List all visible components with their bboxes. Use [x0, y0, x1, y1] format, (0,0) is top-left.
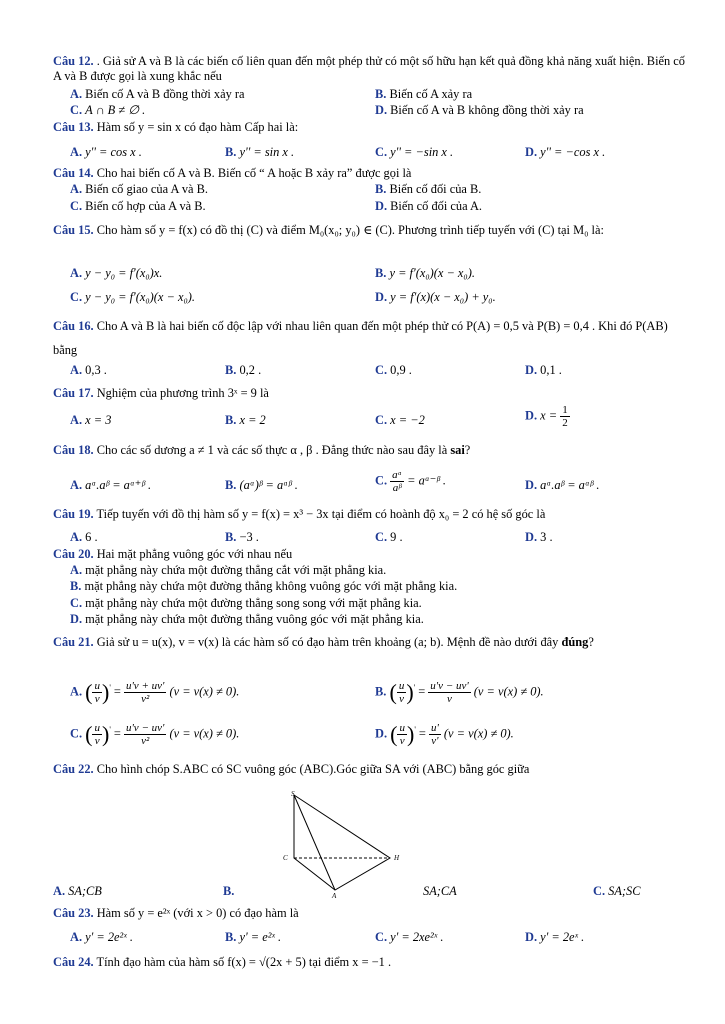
options-row	[70, 469, 700, 508]
option-label: D.	[525, 145, 538, 159]
question-label: Câu 24.	[53, 955, 94, 969]
question-text: Hàm số y = e²ˣ (với x > 0) có đạo hàm là	[96, 906, 299, 920]
question-text: Cho A và B là hai biến cố độc lập với nhau liên quan đến một phép thử có P(A) = 0,5 và P(B) = 0,4 . Khi đó P(AB) bằng	[53, 319, 668, 357]
fraction: $\frac{\text{aᵅ}}{\text{aᵝ}}$	[392, 469, 403, 494]
lhs-fraction: $\frac{u}{v}$	[94, 680, 100, 705]
option-c: SA;SC	[608, 884, 641, 898]
option-d: $\frac{u'}{v'}$	[430, 722, 439, 747]
question-24	[53, 955, 693, 970]
option-label: C.	[375, 473, 388, 488]
option-c: y − y₀ = f′(x₀)(x − x₀).	[85, 290, 196, 304]
option-b: x = 2	[239, 413, 266, 427]
question-text: Cho hai biến cố A và B. Biến cố “ A hoặc B xảy ra” được gọi là	[96, 166, 412, 180]
option-c: 9 .	[390, 530, 403, 544]
option-d-row: D. mặt phẳng này chứa một đường thẳng vuông góc với mặt phẳng kia.	[70, 612, 424, 626]
option-a: aᵅ.aᵝ = aᵅ⁺ᵝ .	[85, 478, 152, 492]
option-label: D.	[375, 290, 388, 304]
option-label: C.	[375, 145, 388, 159]
option-d: y'' = −cos x .	[540, 145, 606, 159]
option-a-row: A. mặt phẳng này chứa một đường thẳng cắt với mặt phẳng kia.	[70, 563, 387, 577]
pyramid-figure	[280, 790, 410, 898]
question-label: Câu 12.	[53, 54, 94, 68]
option-d: aᵅ.aᵝ = aᵅᵝ .	[540, 478, 600, 492]
option-label: B.	[225, 363, 237, 377]
option-label: A.	[70, 413, 83, 427]
question-label: Câu 14.	[53, 166, 94, 180]
options-row: A. ( $\frac{u}{v}$ )' = $\frac{u'v + uv'}{\text{v²}}$ (v = v(x) ≠ 0). B. ( $\frac{u}{v}$ )' = $\frac{u'v - uv'}{v}$ (v = v(x) ≠ 0).	[70, 679, 544, 705]
question-13	[53, 120, 693, 135]
option-c-row: C. mặt phẳng này chứa một đường thẳng song song với mặt phẳng kia.	[70, 596, 422, 610]
option-b: y'' = sin x .	[239, 145, 295, 159]
option-label: A.	[70, 478, 83, 492]
question-22	[53, 762, 693, 777]
question-21: Câu 21. Giả sử u = u(x), v = v(x) là các hàm số có đạo hàm trên khoảng (a; b). Mệnh đề nào dưới đây đúng?	[53, 635, 594, 649]
lhs-fraction: $\frac{u}{v}$	[399, 722, 405, 747]
question-label: Câu 18.	[53, 443, 94, 457]
option-label: B.	[225, 478, 237, 492]
question-label: Câu 16.	[53, 319, 94, 333]
question-23	[53, 906, 693, 921]
option-d: y' = 2eˣ .	[540, 930, 585, 944]
vertex-a-label: A	[332, 892, 337, 898]
option-b: SA;CA	[423, 884, 457, 898]
option-label: D.	[375, 103, 388, 117]
option-label: C.	[70, 290, 83, 304]
option-label: C.	[70, 199, 83, 213]
options-row: A. SA;CB B. SA;CA C. SA;SC	[53, 884, 641, 898]
option-label: B.	[375, 182, 387, 196]
option-label: C.	[375, 413, 388, 427]
option-label: B.	[375, 87, 387, 101]
question-label: Câu 23.	[53, 906, 94, 920]
options-row	[70, 87, 700, 103]
question-text: Giả sử u = u(x), v = v(x) là các hàm số có đạo hàm trên khoảng (a; b). Mệnh đề nào dưới đây	[96, 635, 559, 649]
option-label: D.	[525, 530, 538, 544]
question-19	[53, 507, 693, 522]
option-c: y'' = −sin x .	[390, 145, 454, 159]
option-a: y'' = cos x .	[85, 145, 142, 159]
question-text: . Giả sử A và B là các biến cố liên quan đến một phép thử có một số hữu hạn kết quả đồng khả năng xuất hiện. Biến cố A và B được gọi là xung khắc nếu	[53, 54, 685, 83]
option-a: 6 .	[85, 530, 98, 544]
pyramid-edges	[294, 795, 390, 890]
question-15	[53, 219, 693, 241]
options-row	[70, 199, 700, 215]
option-b: Biến cố đối của B.	[389, 182, 482, 196]
option-label: B.	[225, 145, 237, 159]
vertex-s-label: S	[291, 790, 295, 798]
option-b: (aᵅ)ᵝ = aᵅᵝ .	[239, 478, 298, 492]
option-b: Biến cố A xảy ra	[389, 87, 473, 101]
option-a: Biến cố giao của A và B.	[85, 182, 209, 196]
option-c: A ∩ B ≠ ∅ .	[85, 103, 146, 117]
option-c: = aᵅ⁻ᵝ .	[407, 473, 447, 488]
question-label: Câu 21.	[53, 635, 94, 649]
option-d: 3 .	[540, 530, 553, 544]
option-label: D.	[375, 199, 388, 213]
question-text: Cho hàm số y = f(x) có đồ thị (C) và điểm M₀(x₀; y₀) ∈ (C). Phương trình tiếp tuyến với (C) tại M₀ là:	[96, 223, 604, 237]
option-label: C.	[375, 530, 388, 544]
options-row	[70, 363, 700, 379]
lhs-fraction: $\frac{u}{v}$	[398, 680, 405, 705]
option-c: Biến cố hợp của A và B.	[85, 199, 206, 213]
option-label: D.	[525, 408, 538, 423]
option-label: C.	[70, 103, 83, 117]
option-d: Biến cố A và B không đồng thời xảy ra	[390, 103, 584, 117]
question-label: Câu 13.	[53, 120, 94, 134]
options-row: C. ( $\frac{u}{v}$ )' = $\frac{u'v - uv'}{\text{v²}}$ (v = v(x) ≠ 0). D. ( $\frac{u}{v}$ )' = $\frac{u'}{v'}$ (v = v(x) ≠ 0).	[70, 721, 514, 747]
option-b: −3 .	[239, 530, 259, 544]
question-text: Tiếp tuyến với đồ thị hàm số y = f(x) = x³ − 3x tại điểm có hoành độ x₀ = 2 có hệ số góc là	[96, 507, 546, 521]
option-d: mặt phẳng này chứa một đường thẳng vuông góc với mặt phẳng kia.	[85, 612, 424, 626]
option-label: B.	[225, 530, 237, 544]
question-label: Câu 22.	[53, 762, 94, 776]
options-row	[70, 404, 700, 443]
question-emphasis: sai	[450, 443, 465, 457]
option-a: y' = 2e²ˣ .	[85, 930, 133, 944]
option-a: $\frac{u'v + uv'}{\text{v²}}$	[125, 680, 165, 705]
option-c: y' = 2xe²ˣ .	[390, 930, 444, 944]
edge-sa	[294, 795, 335, 890]
question-text: Cho hình chóp S.ABC có SC vuông góc (ABC).Góc giữa SA với (ABC) bằng góc giữa	[96, 762, 530, 776]
lhs-fraction: $\frac{u}{v}$	[94, 722, 100, 747]
question-label: Câu 17.	[53, 386, 94, 400]
question-text: Tính đạo hàm của hàm số f(x) = √(2x + 5) tại điểm x = −1 .	[96, 955, 392, 969]
options-row	[70, 145, 700, 161]
option-d: x =	[540, 408, 558, 423]
option-b-row: B. mặt phẳng này chứa một đường thẳng không vuông góc với mặt phẳng kia.	[70, 579, 458, 593]
option-d: y = f′(x)(x − x₀) + y₀.	[390, 290, 496, 304]
options-row	[70, 182, 700, 198]
option-label: D.	[525, 363, 538, 377]
option-a: y − y₀ = f′(x₀)x.	[85, 266, 163, 280]
option-b: $\frac{u'v - uv'}{v}$	[430, 680, 469, 705]
question-label: Câu 19.	[53, 507, 94, 521]
option-label: A.	[70, 182, 83, 196]
option-b: 0,2 .	[239, 363, 262, 377]
option-label: C.	[375, 363, 388, 377]
option-label: B.	[375, 266, 387, 280]
option-a: 0,3 .	[85, 363, 107, 377]
options-row	[70, 530, 700, 546]
option-b: mặt phẳng này chứa một đường thẳng không vuông góc với mặt phẳng kia.	[84, 579, 458, 593]
option-label: B.	[225, 413, 237, 427]
options-row	[70, 266, 700, 282]
option-label: A.	[70, 266, 83, 280]
options-row	[70, 103, 700, 119]
fraction: $\frac{1}{2}$	[562, 404, 568, 429]
options-row: A. y' = 2e²ˣ . B. y' = e²ˣ . C. y' = 2xe²ˣ . D. y' = 2eˣ .	[70, 930, 585, 944]
option-c: mặt phẳng này chứa một đường thẳng song song với mặt phẳng kia.	[85, 596, 422, 610]
question-label: Câu 20.	[53, 547, 94, 561]
question-20	[53, 547, 693, 562]
question-text: Hai mặt phẳng vuông góc với nhau nếu	[96, 547, 293, 561]
option-a: SA;CB	[68, 884, 102, 898]
question-text: Hàm số y = sin x có đạo hàm Cấp hai là:	[96, 120, 299, 134]
question-text: Nghiệm của phương trình 3ˣ = 9 là	[96, 386, 269, 400]
question-17	[53, 386, 693, 401]
option-a: x = 3	[85, 413, 112, 427]
question-14	[53, 166, 693, 181]
option-c: x = −2	[390, 413, 425, 427]
option-label: A.	[70, 145, 83, 159]
question-emphasis: đúng	[561, 635, 589, 649]
question-text: Cho các số dương a ≠ 1 và các số thực α , β . Đẳng thức nào sau đây là	[96, 443, 448, 457]
option-c: 0,9 .	[390, 363, 412, 377]
option-label: D.	[525, 478, 538, 492]
option-a: mặt phẳng này chứa một đường thẳng cắt với mặt phẳng kia.	[85, 563, 387, 577]
options-row	[70, 290, 700, 306]
option-a: Biến cố A và B đồng thời xảy ra	[85, 87, 245, 101]
question-16	[53, 314, 693, 362]
option-label: A.	[70, 363, 83, 377]
option-label: A.	[70, 87, 83, 101]
option-c: $\frac{u'v - uv'}{\text{v²}}$	[125, 722, 165, 747]
question-12	[53, 54, 693, 84]
option-d: 0,1 .	[540, 363, 562, 377]
option-d: Biến cố đối của A.	[390, 199, 483, 213]
question-label: Câu 15.	[53, 223, 94, 237]
vertex-c-label: C	[283, 854, 288, 862]
option-label: A.	[70, 530, 83, 544]
vertex-b-label: H	[394, 854, 400, 862]
option-b: y' = e²ˣ .	[239, 930, 282, 944]
question-18: Câu 18. Cho các số dương a ≠ 1 và các số thực α , β . Đẳng thức nào sau đây là sai?	[53, 443, 471, 457]
option-b: y = f′(x₀)(x − x₀).	[389, 266, 475, 280]
